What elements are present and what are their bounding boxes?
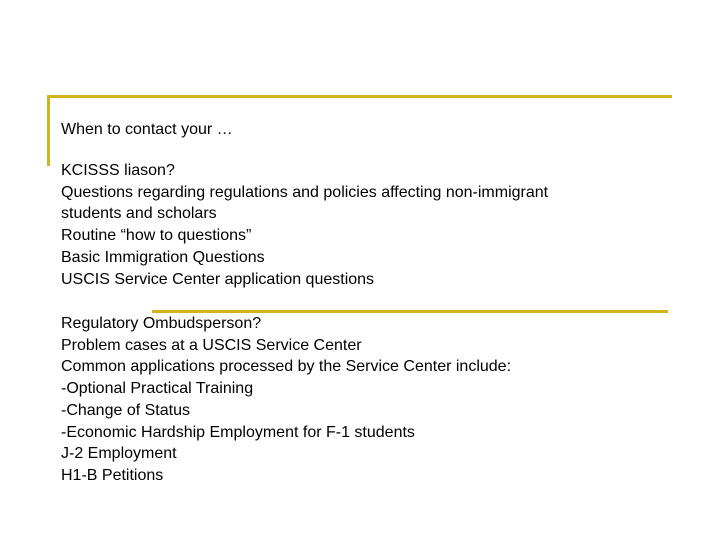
liaison-section xyxy=(61,160,548,290)
accent-line-top xyxy=(47,95,672,98)
liaison-line: students and scholars xyxy=(61,205,217,223)
liaison-line: Basic Immigration Questions xyxy=(61,248,265,266)
accent-line-left xyxy=(47,95,50,166)
liaison-title: KCISSS liason? xyxy=(61,162,175,179)
ombudsperson-line: H1-B Petitions xyxy=(61,466,164,484)
ombudsperson-line: Common applications processed by the Service Center include: xyxy=(61,358,512,376)
liaison-line: Routine “how to questions” xyxy=(61,227,252,245)
ombudsperson-line: Problem cases at a USCIS Service Center xyxy=(61,336,362,354)
liaison-line: Questions regarding regulations and policies affecting non-immigrant xyxy=(61,183,549,201)
ombudsperson-line: -Optional Practical Training xyxy=(61,380,254,398)
ombudsperson-title: Regulatory Ombudsperson? xyxy=(61,315,262,332)
ombudsperson-line: J-2 Employment xyxy=(61,445,177,463)
slide-heading: When to contact your … xyxy=(61,121,233,138)
ombudsperson-line: -Economic Hardship Employment for F-1 students xyxy=(61,423,415,441)
liaison-line: USCIS Service Center application questions xyxy=(61,270,375,288)
ombudsperson-line: -Change of Status xyxy=(61,401,190,419)
ombudsperson-section xyxy=(61,313,511,487)
